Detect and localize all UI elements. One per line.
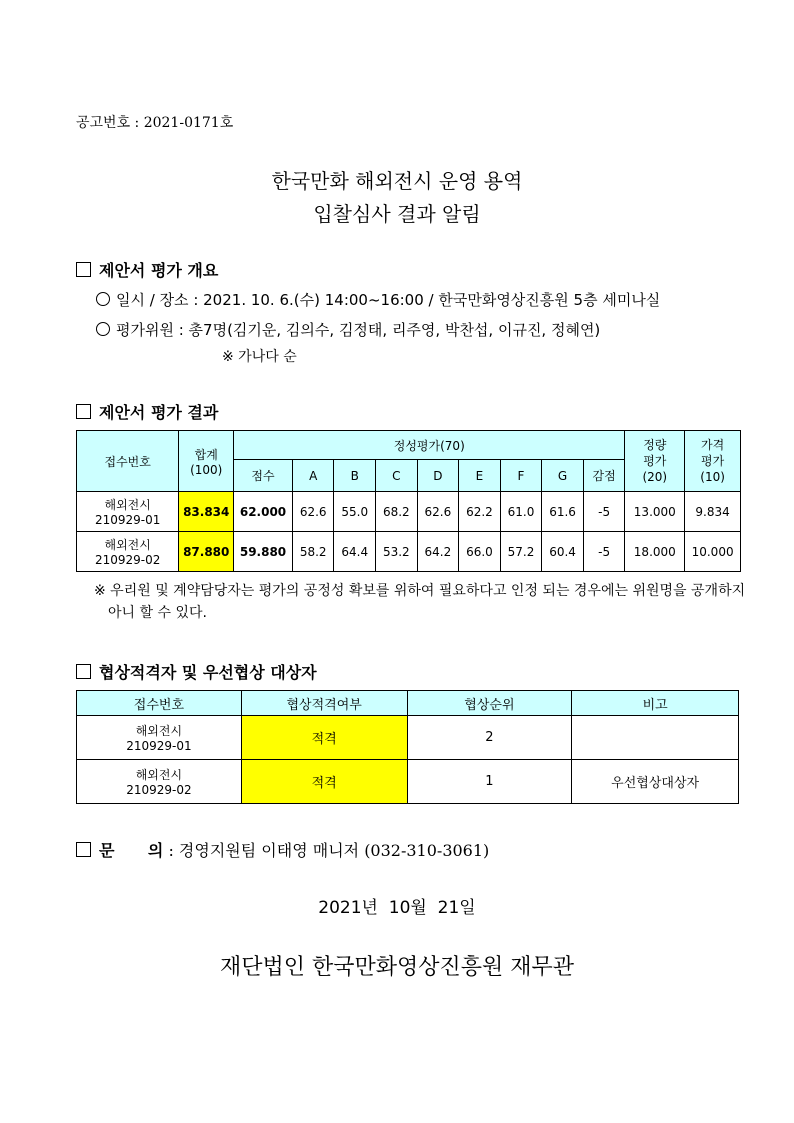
- cell-price: 9.834: [685, 492, 741, 532]
- notice-number: 공고번호 : 2021-0171호: [76, 115, 234, 131]
- table-row: [77, 716, 739, 760]
- cell-score: 59.880: [234, 532, 293, 572]
- overview-order-note: ※ 가나다 순: [222, 349, 297, 365]
- overview-date-text: 일시 / 장소 : 2021. 10. 6.(수) 14:00~16:00 / 한국만화영상진흥원 5층 세미나실: [116, 291, 661, 309]
- header-receipt: 접수번호: [77, 431, 179, 492]
- document-subtitle: 입찰심사 결과 알림: [313, 202, 481, 226]
- cell-receipt: 해외전시 210929-01: [77, 492, 179, 532]
- inquiry-line: [76, 838, 489, 861]
- header-note: 비고: [572, 691, 739, 716]
- inquiry-contact: : 경영지원팀 이태영 매니저 (032-310-3061): [168, 841, 490, 860]
- cell-a: 58.2: [292, 532, 334, 572]
- document-title: 한국만화 해외전시 운영 용역: [271, 169, 523, 193]
- section-negotiation-heading: [76, 660, 317, 683]
- cell-e: 62.2: [459, 492, 501, 532]
- cell-total: 83.834: [179, 492, 234, 532]
- checkbox-square-icon: [76, 842, 91, 857]
- inquiry-label: 문 의: [99, 841, 164, 860]
- cell-f: 61.0: [500, 492, 542, 532]
- cell-a: 62.6: [292, 492, 334, 532]
- cell-note: [572, 716, 739, 760]
- circle-bullet-icon: [96, 292, 110, 306]
- cell-eligible: 적격: [241, 760, 407, 804]
- overview-line-committee: [96, 319, 600, 340]
- header-rank: 협상순위: [407, 691, 572, 716]
- header-col-a: A: [292, 460, 334, 492]
- checkbox-square-icon: [76, 404, 91, 419]
- cell-score: 62.000: [234, 492, 293, 532]
- cell-quant: 18.000: [625, 532, 685, 572]
- overview-committee-text: 평가위원 : 총7명(김기운, 김의수, 김정태, 리주영, 박찬섭, 이규진, 정혜연): [116, 321, 601, 339]
- cell-deduct: -5: [583, 532, 625, 572]
- cell-e: 66.0: [459, 532, 501, 572]
- cell-d: 64.2: [417, 532, 459, 572]
- section-overview-label: 제안서 평가 개요: [99, 261, 219, 280]
- issuing-organization: 재단법인 한국만화영상진흥원 재무관: [219, 955, 575, 980]
- section-results-label: 제안서 평가 결과: [99, 403, 219, 422]
- section-results-heading: [76, 400, 218, 423]
- cell-d: 62.6: [417, 492, 459, 532]
- cell-rank: 1: [407, 760, 572, 804]
- results-footnote: ※ 우리원 및 계약담당자는 평가의 공정성 확보를 위하여 필요하다고 인정 되는 경우에는 위원명을 공개하지 아니 할 수 있다.: [94, 583, 746, 621]
- cell-b: 55.0: [334, 492, 376, 532]
- cell-price: 10.000: [685, 532, 741, 572]
- header-col-e: E: [459, 460, 501, 492]
- inquiry-heading: [76, 841, 163, 860]
- cell-f: 57.2: [500, 532, 542, 572]
- evaluation-results-table: [76, 430, 741, 572]
- header-quantitative: 정량 평가 (20): [625, 431, 685, 492]
- checkbox-square-icon: [76, 262, 91, 277]
- cell-c: 53.2: [376, 532, 418, 572]
- cell-g: 60.4: [542, 532, 584, 572]
- cell-c: 68.2: [376, 492, 418, 532]
- circle-bullet-icon: [96, 322, 110, 336]
- cell-b: 64.4: [334, 532, 376, 572]
- header-total: 합계 (100): [179, 431, 234, 492]
- header-eligible: 협상적격여부: [241, 691, 407, 716]
- cell-total: 87.880: [179, 532, 234, 572]
- header-col-c: C: [376, 460, 418, 492]
- header-col-f: F: [500, 460, 542, 492]
- section-negotiation-label: 협상적격자 및 우선협상 대상자: [99, 663, 317, 682]
- header-receipt: 접수번호: [77, 691, 242, 716]
- checkbox-square-icon: [76, 664, 91, 679]
- overview-line-date-place: [96, 289, 660, 310]
- negotiation-table: [76, 690, 739, 804]
- cell-eligible: 적격: [241, 716, 407, 760]
- table-row: [77, 492, 741, 532]
- cell-receipt: 해외전시 210929-02: [77, 760, 242, 804]
- header-price: 가격 평가 (10): [685, 431, 741, 492]
- cell-rank: 2: [407, 716, 572, 760]
- cell-receipt: 해외전시 210929-01: [77, 716, 242, 760]
- header-col-g: G: [542, 460, 584, 492]
- cell-deduct: -5: [583, 492, 625, 532]
- section-overview-heading: [76, 258, 218, 281]
- cell-receipt: 해외전시 210929-02: [77, 532, 179, 572]
- header-deduct: 감점: [583, 460, 625, 492]
- cell-quant: 13.000: [625, 492, 685, 532]
- table-row: [77, 532, 741, 572]
- header-col-d: D: [417, 460, 459, 492]
- header-qualitative: 정성평가(70): [234, 431, 625, 460]
- cell-g: 61.6: [542, 492, 584, 532]
- header-col-b: B: [334, 460, 376, 492]
- header-score: 점수: [234, 460, 293, 492]
- document-date: 2021년 10월 21일: [318, 898, 476, 918]
- table-row: [77, 760, 739, 804]
- cell-note: 우선협상대상자: [572, 760, 739, 804]
